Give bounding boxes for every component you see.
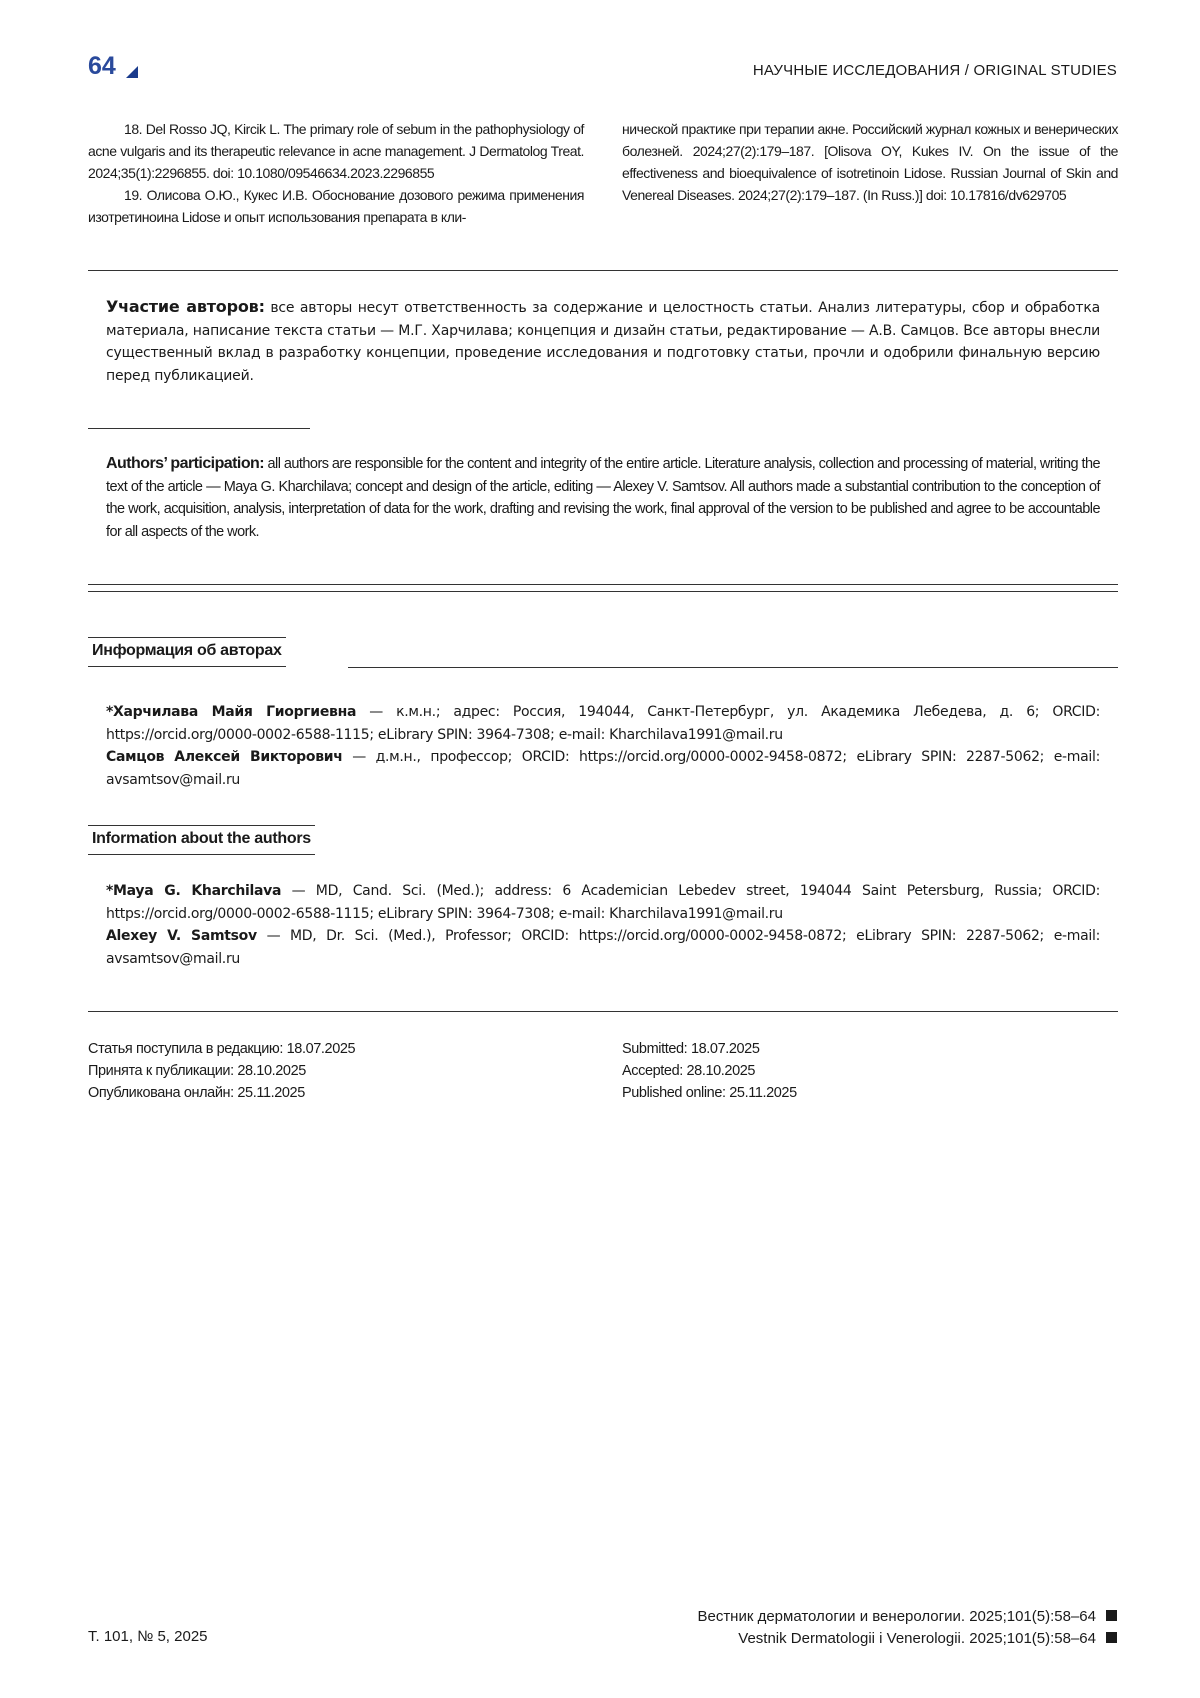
reference-18: 18. Del Rosso JQ, Kircik L. The primary role of sebum in the pathophysiology of acne vulgaris and its therapeutic relevance in acne management. J Dermatolog Treat. 2024;35(1):2296855. doi: 10.1080/09546634.2023.2296855: [88, 121, 584, 181]
double-divider-top: [88, 584, 1118, 585]
square-bullet-icon: [1106, 1610, 1117, 1621]
short-divider: [88, 428, 310, 429]
double-divider-bottom: [88, 591, 1118, 592]
reference-19-end: нической практике при терапии акне. Российский журнал кожных и венерических болезней. 2024;27(2):179–187. [Olisova OY, Kukes IV. On the issue of the effectiveness and bioequivalence of isotretinoin Lidose. Russian Journal of Skin and Venereal Diseases. 2024;27(2):179–187. (In Russ.)] doi: 10.17816/dv629705: [622, 121, 1118, 203]
authors-en-heading: Information about the authors: [88, 825, 315, 855]
reference-19-start: 19. Олисова О.Ю., Кукес И.В. Обоснование дозового режима применения изотретиноина Lidose и опыт использования препарата в кли-: [88, 187, 584, 225]
footer-journal-en: Vestnik Dermatologii i Venerologii. 2025;101(5):58–64: [738, 1630, 1096, 1647]
author-en-1: [106, 880, 1100, 925]
participation-ru-text: все авторы несут ответственность за содержание и целостность статьи. Анализ литературы, сбор и обработка материала, написание текста статьи — М.Г. Харчилава; концепция и дизайн статьи, редактирование — А.В. Самцов. Все авторы внесли существенный вклад в разработку концепции, проведение исследования и подготовку статьи, прочли и одобрили финальную версию перед публикацией.: [106, 300, 1100, 384]
heading-line: [348, 667, 1118, 668]
author-ru-1-details: — к.м.н.; адрес: Россия, 194044, Санкт-Петербург, ул. Академика Лебедева, д. 6; ORCID: https://orcid.org/0000-0002-6588-1115; eLibrary SPIN: 3964-7308; e-mail: Kharchilava1991@mail.ru: [106, 704, 1101, 743]
dates-ru: [88, 1038, 355, 1104]
date-received-ru: Статья поступила в редакцию: 18.07.2025: [88, 1041, 356, 1057]
references-right-column: [622, 118, 1118, 206]
author-ru-2-details: — д.м.н., профессор; ORCID: https://orcid.org/0000-0002-9458-0872; eLibrary SPIN: 2287-5062; e-mail: avsamtsov@mail.ru: [106, 749, 1101, 788]
author-ru-1: [106, 701, 1100, 746]
divider: [88, 1011, 1118, 1012]
page-number: 64: [88, 52, 116, 80]
author-ru-1-name: *Харчилава Майя Гиоргиевна: [106, 704, 357, 720]
date-published-ru: Опубликована онлайн: 25.11.2025: [88, 1085, 305, 1101]
corner-triangle-icon: [126, 66, 138, 78]
section-label: НАУЧНЫЕ ИССЛЕДОВАНИЯ / ORIGINAL STUDIES: [752, 62, 1117, 79]
authors-ru-heading: Информация об авторах: [88, 637, 286, 667]
date-accepted-ru: Принята к публикации: 28.10.2025: [88, 1063, 306, 1079]
participation-ru: [106, 296, 1100, 387]
divider: [88, 270, 1118, 271]
date-published-en: Published online: 25.11.2025: [622, 1085, 797, 1101]
footer-journal-ru: Вестник дерматологии и венерологии. 2025;101(5):58–64: [697, 1608, 1096, 1625]
authors-ru: [106, 701, 1100, 791]
author-ru-2: [106, 746, 1100, 791]
date-accepted-en: Accepted: 28.10.2025: [622, 1063, 756, 1079]
author-en-1-name: *Maya G. Kharchilava: [106, 883, 282, 899]
author-ru-2-name: Самцов Алексей Викторович: [106, 749, 343, 765]
dates-en: [622, 1038, 797, 1104]
date-received-en: Submitted: 18.07.2025: [622, 1041, 760, 1057]
participation-en: [106, 453, 1100, 543]
footer-volume: Т. 101, № 5, 2025: [88, 1628, 208, 1645]
author-en-2-details: — MD, Dr. Sci. (Med.), Professor; ORCID: https://orcid.org/0000-0002-9458-0872; eLibrary SPIN: 2287-5062; e-mail: avsamtsov@mail.ru: [106, 928, 1100, 967]
references-left-column: [88, 118, 584, 228]
author-en-1-details: — MD, Cand. Sci. (Med.); address: 6 Academician Lebedev street, 194044 Saint Petersburg, Russia; ORCID: https://orcid.org/0000-0002-6588-1115; eLibrary SPIN: 3964-7308; e-mail: Kharchilava1991@mail.ru: [106, 883, 1101, 922]
participation-en-text: all authors are responsible for the content and integrity of the entire article. Literature analysis, collection and processing of material, writing the text of the article — Maya G. Kharchilava; concept and design of the article, editing — Alexey V. Samtsov. All authors made a substantial contribution to the conception of the work, acquisition, analysis, interpretation of data for the work, drafting and revising the work, final approval of the version to be published and agree to be accountable for all aspects of the work.: [106, 456, 1100, 540]
footer-journal: [697, 1606, 1117, 1650]
author-en-2: [106, 925, 1100, 970]
author-en-2-name: Alexey V. Samtsov: [106, 928, 257, 944]
square-bullet-icon: [1106, 1632, 1117, 1643]
authors-en: [106, 880, 1100, 970]
participation-ru-label: Участие авторов:: [106, 297, 265, 316]
participation-en-label: Authors’ participation:: [106, 455, 265, 472]
